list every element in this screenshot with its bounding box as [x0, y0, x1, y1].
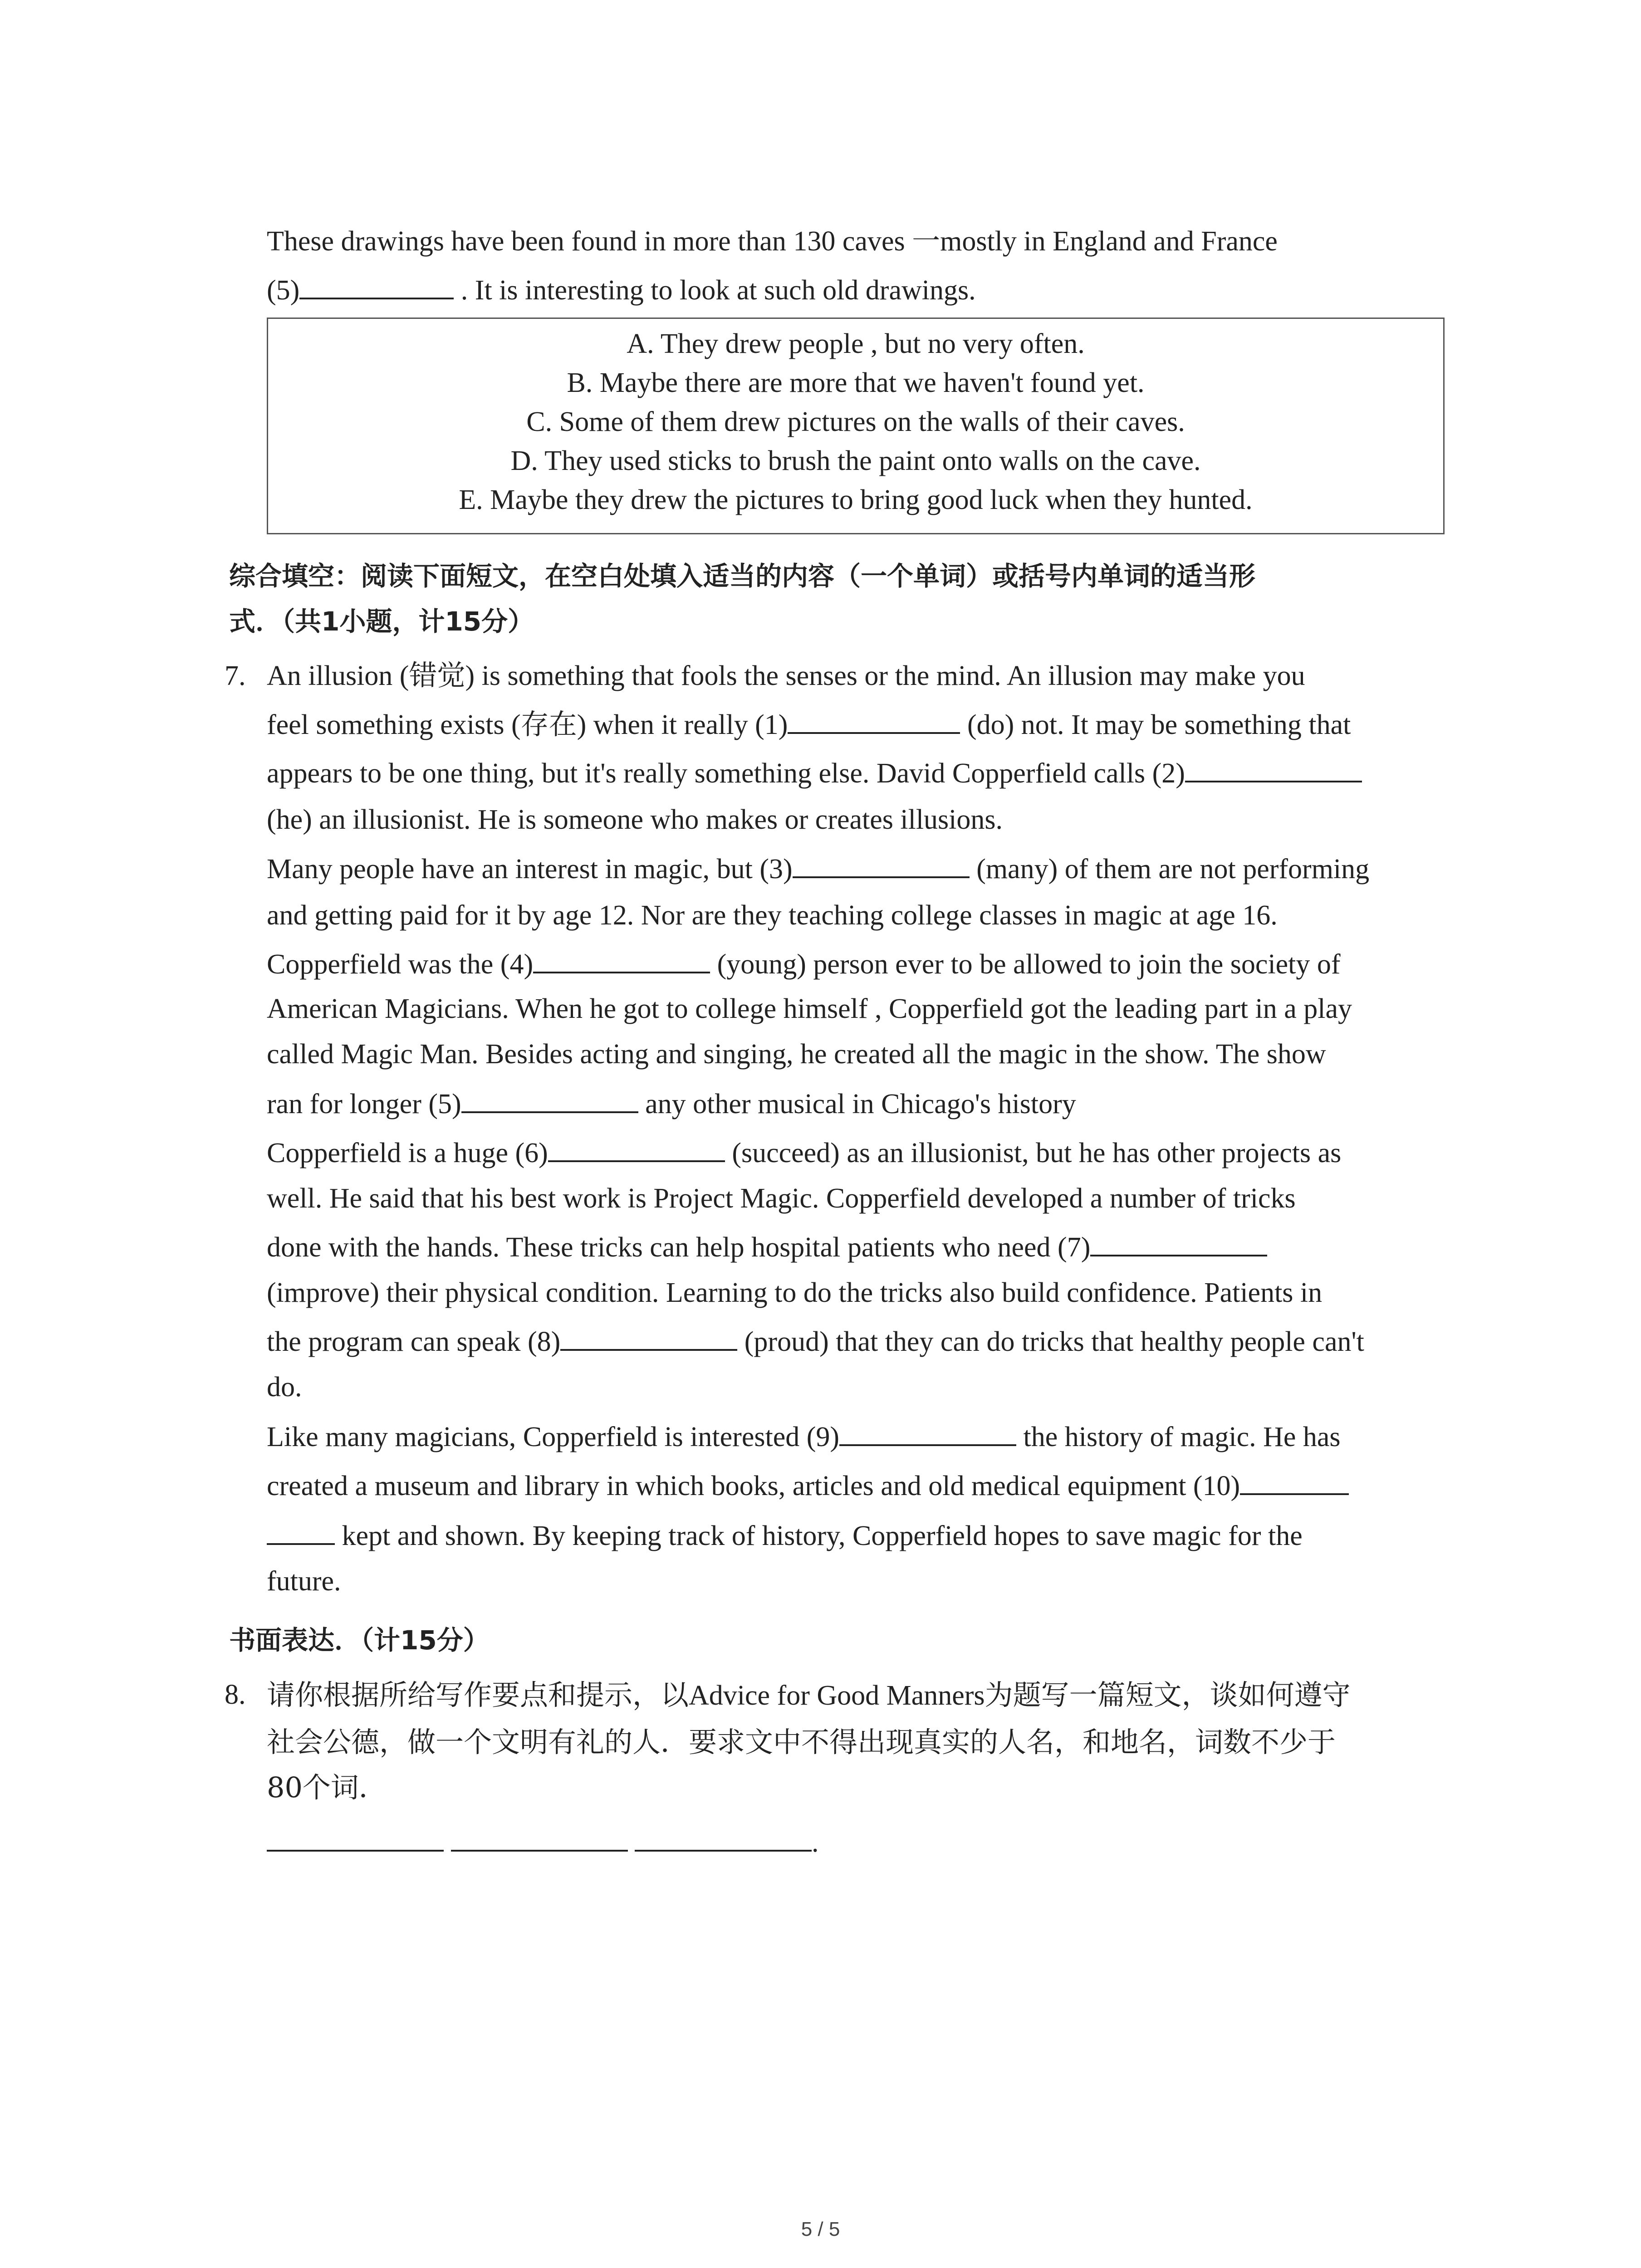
q8-title: Advice for Good Manners [689, 1680, 985, 1711]
q8-text: 请你根据所给写作要点和提示，以 [267, 1678, 689, 1711]
answer-period: . [812, 1827, 819, 1858]
q7-text: (many) of them are not performing [969, 854, 1370, 885]
question-number: 8. [225, 1679, 246, 1710]
q7-text: Copperfield was the (4) [267, 949, 534, 980]
q7-line [267, 1130, 1341, 1176]
q7-text: the history of magic. He has [1016, 1422, 1341, 1452]
answer-blank-10[interactable] [1240, 1468, 1349, 1495]
answer-blank-5[interactable] [461, 1086, 638, 1113]
answer-blank-3[interactable] [793, 851, 970, 878]
q7-line [267, 1414, 1341, 1460]
q7-line [267, 846, 1369, 892]
q7-line [267, 1463, 1349, 1509]
q7-text: (proud) that they can do tricks that healthy people can't [737, 1326, 1364, 1357]
answer-blank-2[interactable] [1185, 756, 1362, 782]
q8-line: 80个词． [267, 1771, 387, 1804]
passage-text: . It is interesting to look at such old drawings. [454, 275, 976, 306]
option-d: D. They used sticks to brush the paint onto walls on the cave. [510, 445, 1201, 476]
answer-blank-9[interactable] [839, 1419, 1016, 1446]
q7-text: Many people have an interest in magic, but (3) [267, 854, 793, 885]
q8-text: 为题写一篇短文，谈如何遵守 [985, 1678, 1351, 1711]
section-heading-cloze: 综合填空：阅读下面短文，在空白处填入适当的内容（一个单词）或括号内单词的适当形 [229, 561, 1256, 591]
q7-text: appears to be one thing, but it's really something else. David Copperfield calls (2) [267, 758, 1185, 789]
answer-blank[interactable] [635, 1825, 812, 1852]
q8-line: 社会公德，做一个文明有礼的人．要求文中不得出现真实的人名，和地名，词数不少于 [267, 1725, 1336, 1759]
options-box [267, 318, 1445, 534]
q7-line [267, 942, 1341, 987]
answer-blank-4[interactable] [533, 947, 710, 973]
q7-text: ran for longer (5) [267, 1089, 461, 1119]
section-heading-writing: 书面表达．（计15分） [229, 1625, 490, 1656]
answer-blank-10-cont[interactable] [267, 1518, 335, 1545]
passage-line-blank-5 [267, 268, 976, 313]
q7-line: well. He said that his best work is Project Magic. Copperfield developed a number of tricks [267, 1183, 1296, 1214]
blank-label: (5) [267, 275, 300, 306]
q7-line: future. [267, 1566, 341, 1597]
q7-line: do. [267, 1372, 302, 1403]
q7-text: feel something exists (存在) when it really (1) [267, 709, 788, 740]
q7-line: (he) an illusionist. He is someone who makes or creates illusions. [267, 804, 1003, 835]
section-heading-cloze-cont: 式．（共1小题，计15分） [229, 606, 534, 637]
q7-line [267, 751, 1362, 797]
q7-text: created a museum and library in which books, articles and old medical equipment (10) [267, 1471, 1240, 1501]
answer-blank[interactable] [267, 1825, 444, 1852]
passage-line: These drawings have been found in more than 130 caves 一mostly in England and France [267, 226, 1278, 257]
q7-text: (do) not. It may be something that [960, 709, 1351, 740]
option-e: E. Maybe they drew the pictures to bring good luck when they hunted. [459, 484, 1253, 515]
answer-blank-6[interactable] [548, 1135, 725, 1162]
q7-line: (improve) their physical condition. Learning to do the tricks also build confidence. Patients in [267, 1277, 1323, 1308]
q7-text: the program can speak (8) [267, 1326, 561, 1357]
option-b: B. Maybe there are more that we haven't found yet. [567, 367, 1145, 398]
q7-line: called Magic Man. Besides acting and singing, he created all the magic in the show. The show [267, 1039, 1326, 1070]
answer-blank[interactable] [299, 273, 454, 299]
option-a: A. They drew people , but no very often. [627, 328, 1085, 359]
answer-blank-8[interactable] [560, 1324, 737, 1351]
q7-line [267, 1513, 1303, 1559]
question-number: 7. [225, 660, 246, 691]
q7-text: Copperfield is a huge (6) [267, 1138, 548, 1168]
answer-blank-1[interactable] [788, 707, 960, 734]
answer-blank-7[interactable] [1090, 1230, 1267, 1256]
q7-line [267, 702, 1351, 748]
q7-line [267, 1319, 1364, 1365]
q7-line: An illusion (错觉) is something that fools the senses or the mind. An illusion may make you [267, 660, 1305, 691]
q7-text: any other musical in Chicago's history [638, 1089, 1076, 1119]
q7-line [267, 1081, 1076, 1127]
answer-lines [267, 1820, 819, 1866]
answer-blank[interactable] [451, 1825, 628, 1852]
q7-text: (succeed) as an illusionist, but he has other projects as [725, 1138, 1342, 1168]
q7-line: and getting paid for it by age 12. Nor are they teaching college classes in magic at age 16. [267, 900, 1278, 931]
q7-text: Like many magicians, Copperfield is interested (9) [267, 1422, 840, 1452]
q8-line [267, 1672, 1351, 1719]
q7-text: done with the hands. These tricks can help hospital patients who need (7) [267, 1232, 1091, 1263]
option-c: C. Some of them drew pictures on the walls of their caves. [526, 406, 1185, 437]
q7-line: American Magicians. When he got to college himself , Copperfield got the leading part in a play [267, 993, 1352, 1024]
q7-text: kept and shown. By keeping track of history, Copperfield hopes to save magic for the [335, 1520, 1303, 1551]
q7-text: (young) person ever to be allowed to join the society of [710, 949, 1341, 980]
q7-line [267, 1225, 1267, 1271]
page-number: 5 / 5 [801, 2218, 840, 2240]
